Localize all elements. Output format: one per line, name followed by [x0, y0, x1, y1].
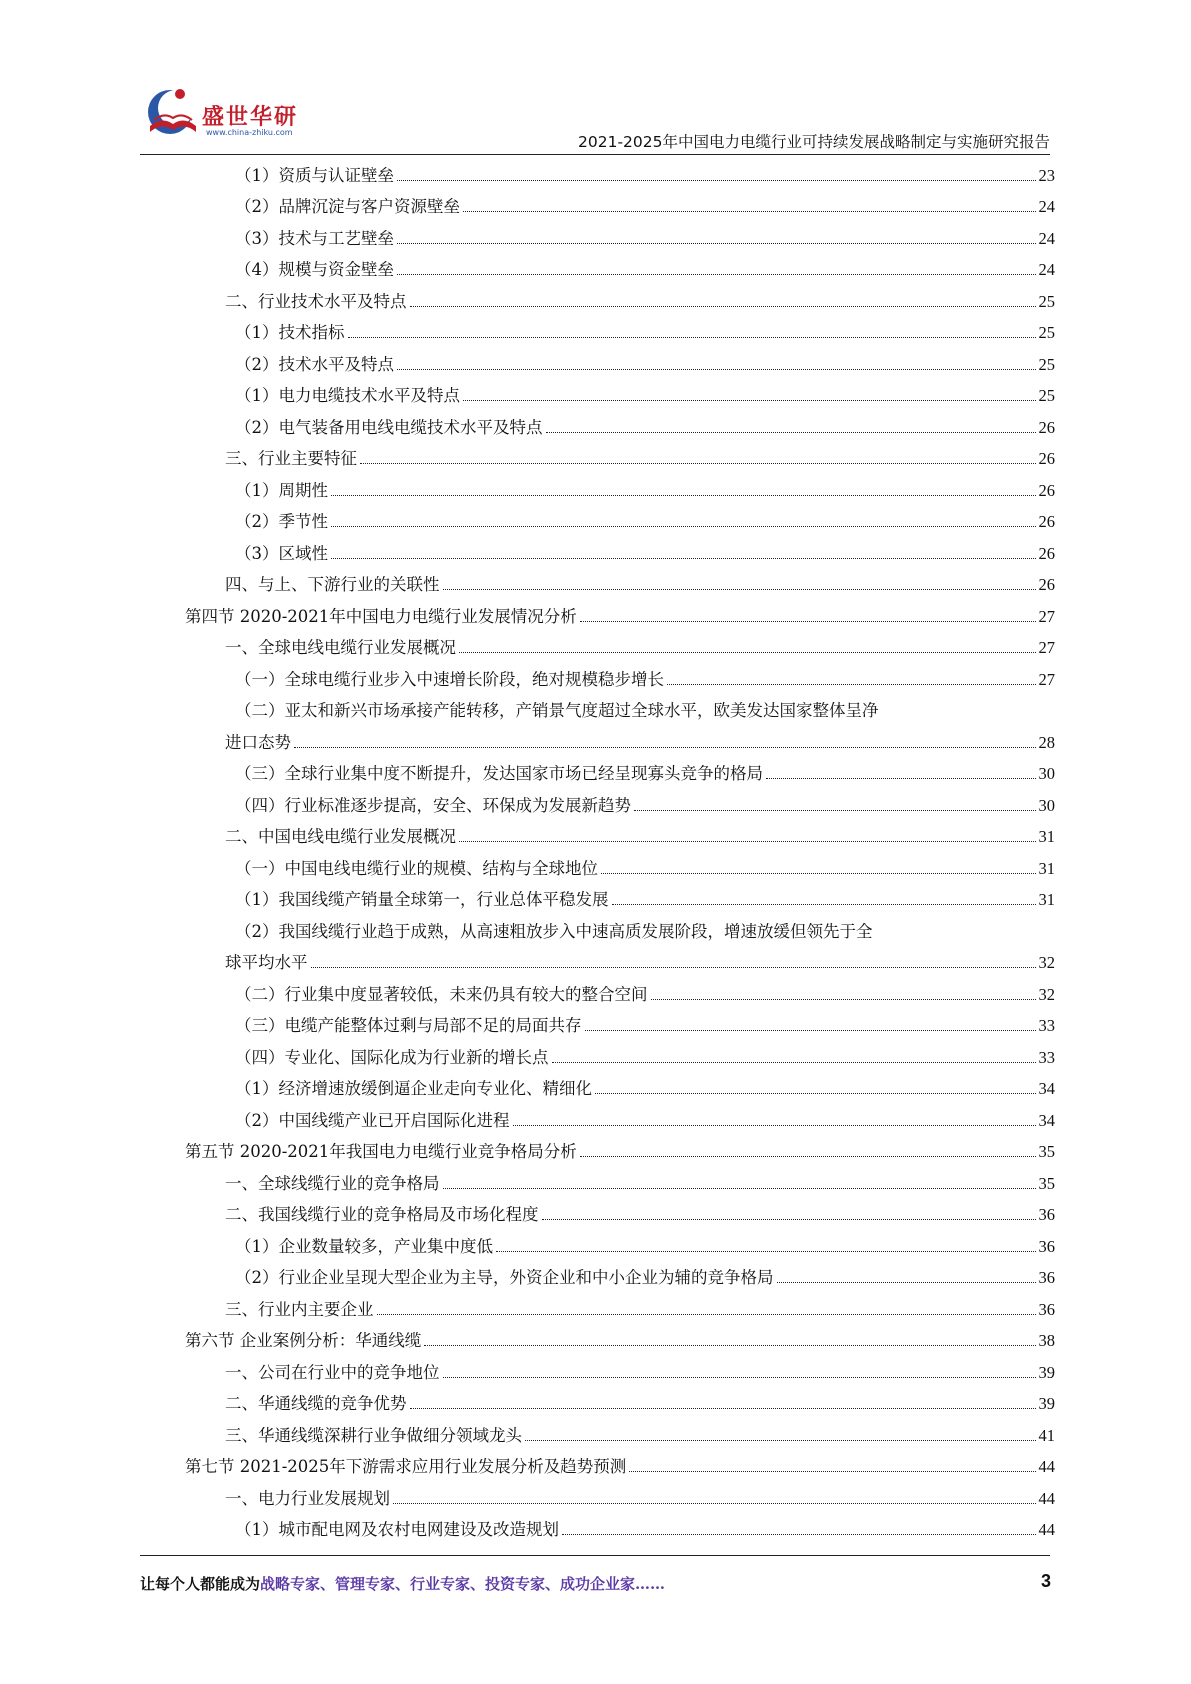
toc-entry-title: （1）周期性 [235, 480, 328, 500]
toc-page-number: 36 [1038, 1236, 1055, 1256]
toc-page-number: 34 [1038, 1110, 1055, 1130]
footer-slogan [140, 1573, 665, 1594]
page-header [140, 80, 1050, 152]
toc-entry-title: 三、华通线缆深耕行业争做细分领域龙头 [225, 1425, 522, 1445]
toc-entry-title: （2）季节性 [235, 512, 328, 531]
toc-page-number: 25 [1038, 354, 1055, 374]
toc-leader-dots [667, 684, 1036, 685]
toc-entry[interactable] [185, 914, 1055, 946]
toc-leader-dots [397, 180, 1036, 181]
toc-page-number: 26 [1038, 512, 1055, 531]
toc-entry[interactable] [185, 1229, 1055, 1261]
toc-leader-dots [595, 1093, 1036, 1094]
toc-page-number: 24 [1038, 228, 1055, 248]
toc-entry-title: （1）我国线缆产销量全球第一，行业总体平稳发展 [235, 890, 609, 909]
toc-page-number: 35 [1038, 1142, 1055, 1161]
toc-entry[interactable] [185, 1166, 1055, 1198]
toc-entry[interactable] [185, 410, 1055, 442]
toc-leader-dots [634, 810, 1036, 811]
toc-entry-title: （1）企业数量较多，产业集中度低 [235, 1236, 493, 1256]
toc-entry[interactable] [185, 1513, 1055, 1545]
toc-entry-title: 一、全球线缆行业的竞争格局 [225, 1173, 440, 1193]
toc-entry-title: 二、华通线缆的竞争优势 [225, 1394, 407, 1413]
toc-leader-dots [397, 369, 1036, 370]
toc-entry-title: （2）电气装备用电线电缆技术水平及特点 [235, 417, 543, 437]
toc-entry[interactable] [185, 1009, 1055, 1041]
toc-page-number: 31 [1038, 858, 1055, 878]
toc-page-number: 26 [1038, 480, 1055, 500]
toc-leader-dots [546, 432, 1036, 433]
toc-leader-dots [459, 841, 1036, 842]
toc-leader-dots [542, 1219, 1036, 1220]
toc-entry-title: （4）规模与资金壁垒 [235, 260, 394, 279]
toc-entry-title: （三）全球行业集中度不断提升，发达国家市场已经呈现寡头竞争的格局 [235, 764, 763, 783]
book-logo-icon [140, 80, 206, 146]
toc-entry-title: （3）区域性 [235, 543, 328, 563]
toc-leader-dots [443, 589, 1036, 590]
toc-entry-title: 三、行业内主要企业 [225, 1299, 374, 1319]
toc-page-number: 36 [1038, 1205, 1055, 1224]
toc-leader-dots [331, 495, 1036, 496]
toc-leader-dots [397, 274, 1036, 275]
toc-entry-title: （二）行业集中度显著较低，未来仍具有较大的整合空间 [235, 984, 648, 1004]
toc-entry-title: 二、中国电线电缆行业发展概况 [225, 827, 456, 846]
toc-page-number: 26 [1038, 543, 1055, 563]
toc-entry[interactable] [185, 253, 1055, 285]
toc-entry[interactable] [185, 1103, 1055, 1135]
toc-page-number: 25 [1038, 386, 1055, 405]
toc-entry[interactable] [185, 536, 1055, 568]
toc-entry-title: 二、行业技术水平及特点 [225, 291, 407, 311]
toc-page-number: 30 [1038, 795, 1055, 815]
toc-entry-title: （2）技术水平及特点 [235, 354, 394, 374]
toc-entry-title: 三、行业主要特征 [225, 449, 357, 468]
toc-leader-dots [601, 873, 1036, 874]
toc-page-number: 30 [1038, 764, 1055, 783]
toc-page-number: 31 [1038, 827, 1055, 846]
toc-leader-dots [629, 1471, 1035, 1472]
toc-entry-title: 一、全球电线电缆行业发展概况 [225, 638, 456, 657]
toc-entry-title: （四）专业化、国际化成为行业新的增长点 [235, 1047, 549, 1067]
toc-page-number: 32 [1038, 984, 1055, 1004]
toc-entry-title: （四）行业标准逐步提高，安全、环保成为发展新趋势 [235, 795, 631, 815]
toc-entry-title: 一、公司在行业中的竞争地位 [225, 1362, 440, 1382]
toc-page-number: 26 [1038, 575, 1055, 594]
toc-entry[interactable] [185, 1292, 1055, 1324]
footer-slogan-lead: 让每个人都能成为 [140, 1575, 261, 1593]
toc-leader-dots [443, 1188, 1036, 1189]
toc-leader-dots [496, 1251, 1036, 1252]
toc-page-number: 28 [1038, 732, 1055, 752]
toc-entry[interactable] [185, 442, 1055, 474]
toc-entry-title: （二）亚太和新兴市场承接产能转移，产销景气度超过全球水平，欧美发达国家整体呈净 [235, 701, 879, 720]
toc-page-number: 44 [1038, 1457, 1055, 1476]
toc-entry-title: （1）电力电缆技术水平及特点 [235, 386, 460, 405]
toc-page-number: 39 [1038, 1394, 1055, 1413]
toc-entry[interactable] [185, 662, 1055, 694]
toc-page-number: 27 [1038, 669, 1055, 689]
toc-leader-dots [651, 999, 1036, 1000]
toc-page-number: 36 [1038, 1299, 1055, 1319]
toc-page-number: 33 [1038, 1016, 1055, 1035]
toc-leader-dots [410, 306, 1036, 307]
toc-entry[interactable] [185, 1355, 1055, 1387]
toc-entry-title: （一）中国电线电缆行业的规模、结构与全球地位 [235, 858, 598, 878]
header-divider [140, 154, 1050, 155]
toc-page-number: 24 [1038, 260, 1055, 279]
page-number: 3 [1040, 1571, 1051, 1591]
toc-page-number: 25 [1038, 323, 1055, 342]
toc-entry-title-continued: 球平均水平 [225, 953, 308, 972]
toc-leader-dots [410, 1408, 1036, 1409]
toc-entry-title: （3）技术与工艺壁垒 [235, 228, 394, 248]
company-logo [140, 80, 310, 146]
toc-entry[interactable] [185, 190, 1055, 222]
toc-entry[interactable] [185, 820, 1055, 852]
footer-slogan-highlight: 战略专家、管理专家、行业专家、投资专家、成功企业家…… [260, 1575, 666, 1593]
toc-entry-title: 第七节 2021-2025年下游需求应用行业发展分析及趋势预测 [185, 1457, 627, 1476]
toc-entry-title: 第六节 企业案例分析：华通线缆 [185, 1331, 422, 1350]
toc-leader-dots [331, 526, 1036, 527]
toc-leader-dots [585, 1030, 1036, 1031]
toc-entry[interactable] [185, 977, 1055, 1009]
logo-name: 盛世华研 [202, 105, 299, 130]
toc-leader-dots [360, 463, 1036, 464]
toc-leader-dots [377, 1314, 1036, 1315]
toc-entry-title: 一、电力行业发展规划 [225, 1488, 390, 1508]
toc-page-number: 24 [1038, 197, 1055, 216]
toc-page-number: 36 [1038, 1268, 1055, 1287]
toc-page-number: 27 [1038, 638, 1055, 657]
toc-entry[interactable] [185, 757, 1055, 789]
toc-entry[interactable] [185, 1418, 1055, 1450]
toc-page-number: 23 [1038, 165, 1055, 185]
toc-leader-dots [580, 621, 1036, 622]
toc-entry[interactable] [185, 1072, 1055, 1104]
toc-entry[interactable] [185, 347, 1055, 379]
toc-page-number: 25 [1038, 291, 1055, 311]
toc-entry[interactable] [185, 284, 1055, 316]
toc-entry-title: 第四节 2020-2021年中国电力电缆行业发展情况分析 [185, 606, 577, 626]
toc-page-number: 39 [1038, 1362, 1055, 1382]
toc-entry-title: （2）我国线缆行业趋于成熟，从高速粗放步入中速高质发展阶段，增速放缓但领先于全 [235, 921, 873, 941]
toc-entry-title: （一）全球电缆行业步入中速增长阶段，绝对规模稳步增长 [235, 669, 664, 689]
toc-leader-dots [513, 1125, 1036, 1126]
toc-leader-dots [612, 904, 1036, 905]
footer-divider [140, 1555, 1050, 1556]
toc-section-heading[interactable] [185, 1324, 1055, 1356]
toc-entry-title: （2）中国线缆产业已开启国际化进程 [235, 1110, 510, 1130]
toc-entry[interactable] [185, 221, 1055, 253]
toc-entry[interactable] [185, 568, 1055, 600]
toc-leader-dots [766, 778, 1036, 779]
toc-leader-dots [525, 1440, 1036, 1441]
toc-entry[interactable] [185, 1481, 1055, 1513]
toc-entry-title: （2）品牌沉淀与客户资源壁垒 [235, 197, 460, 216]
logo-url: www.china-zhiku.com [206, 128, 293, 137]
toc-entry[interactable] [185, 883, 1055, 915]
toc-entry-title: （1）城市配电网及农村电网建设及改造规划 [235, 1520, 559, 1539]
toc-entry-title: （1）资质与认证壁垒 [235, 165, 394, 185]
toc-page-number: 26 [1038, 449, 1055, 468]
toc-leader-dots [443, 1377, 1036, 1378]
toc-entry[interactable] [185, 316, 1055, 348]
toc-section-heading[interactable] [185, 1450, 1055, 1482]
toc-leader-dots [463, 400, 1036, 401]
toc-entry[interactable] [185, 1387, 1055, 1419]
toc-leader-dots [777, 1282, 1036, 1283]
toc-leader-dots [331, 558, 1036, 559]
toc-entry-title: 四、与上、下游行业的关联性 [225, 575, 440, 594]
toc-leader-dots [294, 747, 1036, 748]
document-title: 2021-2025年中国电力电缆行业可持续发展战略制定与实施研究报告 [578, 133, 1050, 151]
toc-page-number: 26 [1038, 417, 1055, 437]
toc-leader-dots [459, 652, 1036, 653]
toc-entry[interactable] [185, 631, 1055, 663]
toc-entry[interactable] [185, 158, 1055, 190]
toc-entry[interactable] [185, 1040, 1055, 1072]
toc-entry-title: （1）技术指标 [235, 323, 345, 342]
toc-page-number: 44 [1038, 1520, 1055, 1539]
toc-leader-dots [580, 1156, 1036, 1157]
toc-page-number: 32 [1038, 953, 1055, 972]
toc-entry[interactable] [185, 851, 1055, 883]
toc-leader-dots [424, 1345, 1035, 1346]
toc-page-number: 38 [1038, 1331, 1055, 1350]
toc-entry[interactable] [185, 505, 1055, 537]
toc-page-number: 41 [1038, 1425, 1055, 1445]
toc-entry[interactable] [185, 1261, 1055, 1293]
toc-leader-dots [463, 211, 1036, 212]
toc-page-number: 33 [1038, 1047, 1055, 1067]
toc-entry-title: （1）经济增速放缓倒逼企业走向专业化、精细化 [235, 1079, 592, 1098]
toc-entry[interactable] [185, 788, 1055, 820]
toc-entry-title-continued: 进口态势 [225, 732, 291, 752]
toc-page-number: 34 [1038, 1079, 1055, 1098]
toc-leader-dots [562, 1534, 1036, 1535]
toc-entry-title: 二、我国线缆行业的竞争格局及市场化程度 [225, 1205, 539, 1224]
toc-entry-title: 第五节 2020-2021年我国电力电缆行业竞争格局分析 [185, 1142, 577, 1161]
toc-leader-dots [348, 337, 1036, 338]
toc-entry[interactable] [185, 379, 1055, 411]
toc-section-heading[interactable] [185, 599, 1055, 631]
toc-leader-dots [393, 1503, 1036, 1504]
toc-leader-dots [311, 967, 1036, 968]
toc-entry[interactable] [185, 1198, 1055, 1230]
toc-entry-title: （2）行业企业呈现大型企业为主导，外资企业和中小企业为辅的竞争格局 [235, 1268, 774, 1287]
toc-entry[interactable] [185, 473, 1055, 505]
toc-page-number: 27 [1038, 606, 1055, 626]
toc-leader-dots [397, 243, 1036, 244]
toc-entry-continuation[interactable] [185, 725, 1055, 757]
toc-leader-dots [552, 1062, 1036, 1063]
toc-page-number: 35 [1038, 1173, 1055, 1193]
toc-page-number: 44 [1038, 1488, 1055, 1508]
toc-entry[interactable] [185, 694, 1055, 726]
toc-page-number: 31 [1038, 890, 1055, 909]
toc-section-heading[interactable] [185, 1135, 1055, 1167]
toc-entry-continuation[interactable] [185, 946, 1055, 978]
toc-entry-title: （三）电缆产能整体过剩与局部不足的局面共存 [235, 1016, 582, 1035]
table-of-contents [185, 158, 1055, 1544]
